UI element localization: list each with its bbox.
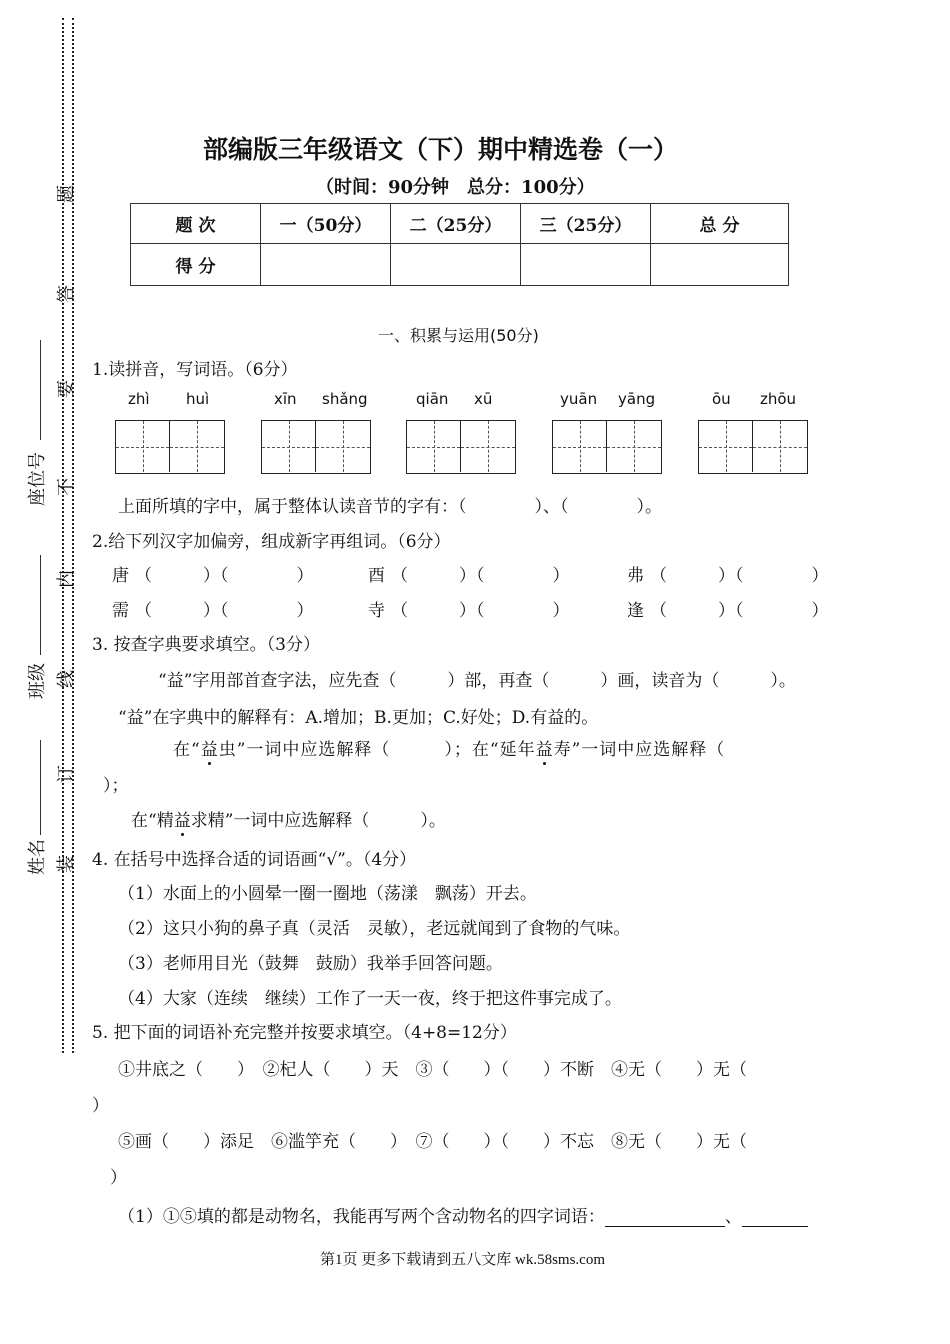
class-underline	[40, 555, 41, 655]
q4-item: （4）大家（连续 继续）工作了一天一夜，终于把这件事完成了。	[118, 989, 622, 1009]
seat-underline	[40, 340, 41, 440]
writing-grid[interactable]	[261, 420, 371, 474]
writing-grid[interactable]	[115, 420, 225, 474]
pinyin-syllable: xū	[474, 390, 493, 408]
score-header: 二（25分）	[391, 204, 521, 244]
page-title: 部编版三年级语文（下）期中精选卷（一）	[203, 135, 679, 164]
q3-line4: 在“精益求精”一词中应选解释（ ）。	[131, 811, 446, 831]
binding-dotted-line-right	[72, 18, 74, 1053]
q1-prompt: 1.读拼音，写词语。（6分）	[92, 360, 298, 380]
q4-prompt: 4. 在括号中选择合适的词语画“√”。（4分）	[92, 850, 417, 870]
margin-word-nei: 内	[56, 570, 77, 588]
q2-blanks: （ ）（ ）	[650, 566, 829, 586]
pinyin-syllable: ōu	[712, 390, 731, 408]
q2-blanks: （ ）（ ）	[135, 601, 314, 621]
writing-grid[interactable]	[406, 420, 516, 474]
score-cell[interactable]	[391, 244, 521, 286]
q3-line3-wrap: ）；	[103, 776, 129, 796]
margin-word-zhuang: 装	[56, 855, 77, 873]
section-heading: 一、积累与运用(50分)	[378, 326, 539, 345]
margin-word-ding: 订	[56, 765, 77, 783]
pinyin-syllable: shǎng	[322, 390, 368, 408]
writing-grid[interactable]	[698, 420, 808, 474]
q3-line3: 在“益虫”一词中应选解释（ ）；在“延年益寿”一词中应选解释（	[173, 740, 726, 760]
emphasis-char: 益	[200, 740, 219, 760]
margin-word-da: 答	[56, 285, 77, 303]
score-cell[interactable]	[651, 244, 789, 286]
score-row-label: 得 分	[131, 244, 261, 286]
pinyin-syllable: zhōu	[760, 390, 797, 408]
q5-prompt: 5. 把下面的词语补充完整并按要求填空。（4+8=12分）	[92, 1023, 517, 1043]
margin-word-bu: 不	[56, 478, 77, 496]
q2-prompt: 2.给下列汉字加偏旁，组成新字再组词。（6分）	[92, 532, 451, 552]
q2-char: 酉	[368, 566, 385, 586]
score-header: 总 分	[651, 204, 789, 244]
q1-followup: 上面所填的字中，属于整体认读音节的字有：（ ）、（ ）。	[118, 497, 662, 517]
margin-word-ti: 题	[56, 185, 77, 203]
q2-blanks: （ ）（ ）	[135, 566, 314, 586]
q2-blanks: （ ）（ ）	[391, 601, 570, 621]
margin-word-yao: 要	[56, 380, 77, 398]
q4-item: （1）水面上的小圆晕一圈一圈地（荡漾 飘荡）开去。	[118, 884, 537, 904]
q5-sub1: （1）①⑤填的都是动物名，我能再写两个含动物名的四字词语： 、	[118, 1202, 808, 1227]
page-subtitle: （时间：90分钟 总分：100分）	[316, 177, 595, 198]
score-cell[interactable]	[521, 244, 651, 286]
score-cell[interactable]	[261, 244, 391, 286]
q2-char: 唐	[112, 566, 129, 586]
pinyin-syllable: xīn	[274, 390, 297, 408]
pinyin-syllable: yuān	[560, 390, 598, 408]
q2-char: 弗	[627, 566, 644, 586]
page-footer: 第1页 更多下载请到五八文库 wk.58sms.com	[320, 1252, 606, 1268]
q2-blanks: （ ）（ ）	[650, 601, 829, 621]
writing-grid[interactable]	[552, 420, 662, 474]
q5-line2: ⑤画（ ）添足 ⑥滥竽充（ ） ⑦（ ）（ ）不忘 ⑧无（ ）无（	[118, 1132, 747, 1152]
q2-char: 寺	[368, 601, 385, 621]
answer-line[interactable]	[605, 1210, 725, 1227]
q2-char: 需	[112, 601, 129, 621]
score-table	[130, 203, 789, 286]
score-header: 题 次	[131, 204, 261, 244]
score-header: 一（50分）	[261, 204, 391, 244]
q5-line2-wrap: ）	[110, 1168, 127, 1188]
pinyin-syllable: zhì	[128, 390, 150, 408]
score-header: 三（25分）	[521, 204, 651, 244]
q5-line1-wrap: ）	[92, 1096, 109, 1116]
margin-field-class: 班级	[27, 663, 48, 699]
margin-field-seat: 座位号	[27, 452, 48, 506]
q2-char: 逢	[627, 601, 644, 621]
q4-item: （3）老师用目光（鼓舞 鼓励）我举手回答问题。	[118, 954, 503, 974]
q2-blanks: （ ）（ ）	[391, 566, 570, 586]
answer-line[interactable]	[742, 1210, 808, 1227]
pinyin-syllable: huì	[186, 390, 210, 408]
pinyin-syllable: yāng	[618, 390, 656, 408]
emphasis-char: 益	[173, 811, 191, 831]
name-underline	[40, 740, 41, 835]
q3-line2: “益”在字典中的解释有：A.增加；B.更加；C.好处；D.有益的。	[118, 708, 599, 728]
margin-word-xian: 线	[56, 670, 77, 688]
q3-prompt: 3. 按查字典要求填空。（3分）	[92, 635, 320, 655]
q5-line1: ①井底之（ ） ②杞人（ ）天 ③（ ）（ ）不断 ④无（ ）无（	[118, 1060, 747, 1080]
emphasis-char: 益	[535, 740, 554, 760]
pinyin-syllable: qiān	[416, 390, 449, 408]
q4-item: （2）这只小狗的鼻子真（灵活 灵敏），老远就闻到了食物的气味。	[118, 919, 631, 939]
q3-line1: “益”字用部首查字法，应先查（ ）部，再查（ ）画，读音为（ ）。	[158, 671, 796, 691]
margin-field-name: 姓名	[27, 839, 48, 875]
binding-dotted-line-left	[62, 18, 64, 1053]
